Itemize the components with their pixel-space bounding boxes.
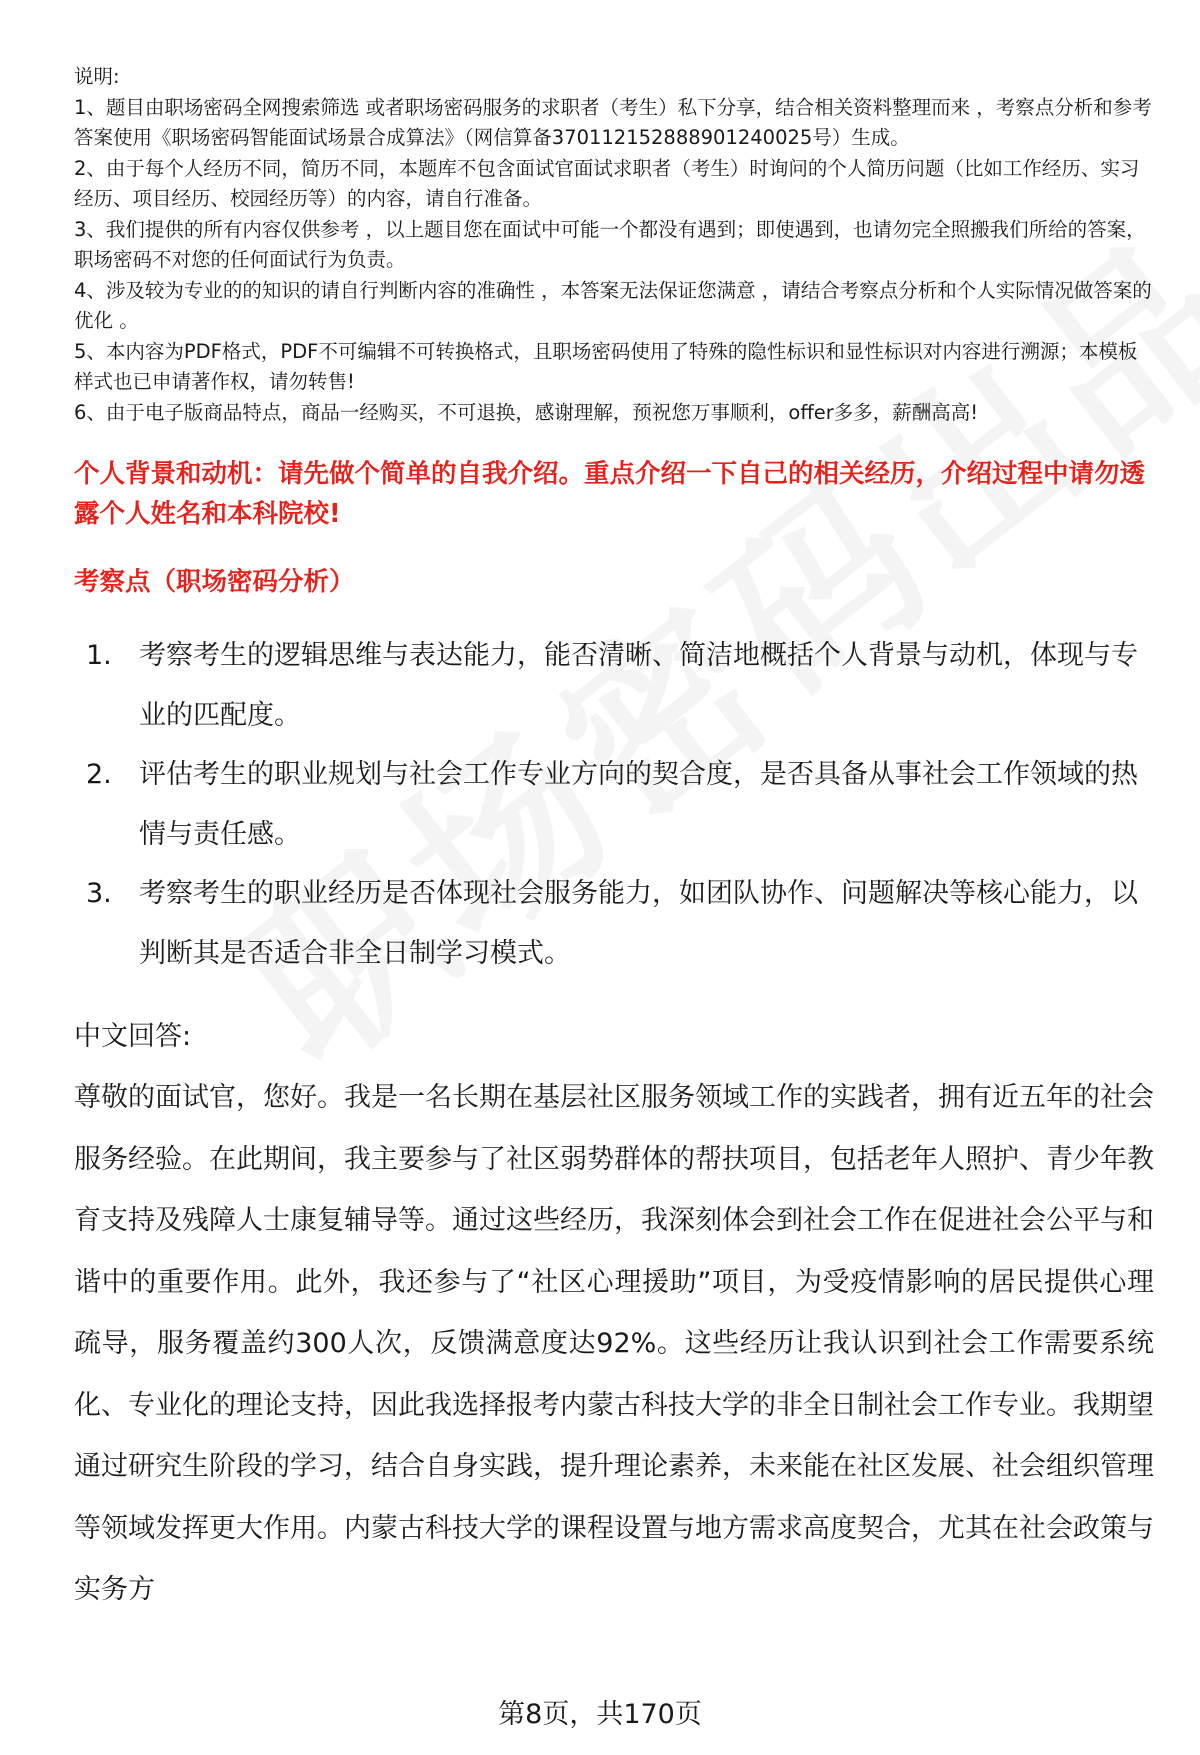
analysis-point [74, 626, 1154, 745]
analysis-point [74, 864, 1154, 983]
point-text: 考察考生的职业经历是否体现社会服务能力，如团队协作、问题解决等核心能力，以判断其是否适合非全日制学习模式。 [139, 878, 1138, 969]
point-number: 1. [86, 640, 112, 671]
interview-question: 个人背景和动机：请先做个简单的自我介绍。重点介绍一下自己的相关经历，介绍过程中请勿透露个人姓名和本科院校! [74, 459, 1146, 529]
note-item: 2、由于每个人经历不同，简历不同，本题库不包含面试官面试求职者（考生）时询问的个人简历问题（比如工作经历、实习经历、项目经历、校园经历等）的内容，请自行准备。 [74, 156, 1140, 210]
point-text: 考察考生的逻辑思维与表达能力，能否清晰、简洁地概括个人背景与动机，体现与专业的匹配度。 [139, 640, 1138, 731]
analysis-point [74, 745, 1154, 864]
page-content [74, 62, 1154, 1621]
note-item: 5、本内容为PDF格式，PDF不可编辑不可转换格式，且职场密码使用了特殊的隐性标识和显性标识对内容进行溯源；本模板样式也已申请著作权，请勿转售! [74, 339, 1138, 393]
answer-label: 中文回答: [74, 1021, 192, 1052]
note-item: 3、我们提供的所有内容仅供参考 ，以上题目您在面试中可能一个都没有遇到；即使遇到，也请勿完全照搬我们所给的答案，职场密码不对您的任何面试行为负责。 [74, 217, 1146, 271]
answer-body: 尊敬的面试官，您好。我是一名长期在基层社区服务领域工作的实践者，拥有近五年的社会服务经验。在此期间，我主要参与了社区弱势群体的帮扶项目，包括老年人照护、青少年教育支持及残障人士康复辅导等。通过这些经历，我深刻体会到社会工作在促进社会公平与和谐中的重要作用。此外，我还参与了“社区心理援助”项目，为受疫情影响的居民提供心理疏导，服务覆盖约300人次，反馈满意度达92%。这些经历让我认识到社会工作需要系统化、专业化的理论支持，因此我选择报考内蒙古科技大学的非全日制社会工作专业。我期望通过研究生阶段的学习，结合自身实践，提升理论素养，未来能在社区发展、社会组织管理等领域发挥更大作用。内蒙古科技大学的课程设置与地方需求高度契合，尤其在社会政策与实务方 [74, 1082, 1154, 1605]
point-number: 3. [86, 878, 112, 909]
analysis-title: 考察点（职场密码分析） [74, 567, 355, 597]
notes-title: 说明: [74, 65, 120, 88]
point-text: 评估考生的职业规划与社会工作专业方向的契合度，是否具备从事社会工作领域的热情与责任感。 [139, 759, 1138, 850]
note-item: 6、由于电子版商品特点，商品一经购买，不可退换，感谢理解，预祝您万事顺利，offer多多，薪酬高高! [74, 400, 979, 424]
analysis-points [74, 626, 1154, 983]
page-number: 第8页，共170页 [498, 1699, 702, 1730]
note-item: 4、涉及较为专业的的知识的请自行判断内容的准确性 ，本答案无法保证您满意 ，请结合考察点分析和个人实际情况做答案的优化 。 [74, 278, 1152, 332]
point-number: 2. [86, 759, 112, 790]
notes-list [74, 93, 1154, 429]
note-item: 1、题目由职场密码全网搜索筛选 或者职场密码服务的求职者（考生）私下分享，结合相关资料整理而来 ，考察点分析和参考答案使用《职场密码智能面试场景合成算法》（网信算备370112152888901240025号）生成。 [74, 95, 1152, 149]
